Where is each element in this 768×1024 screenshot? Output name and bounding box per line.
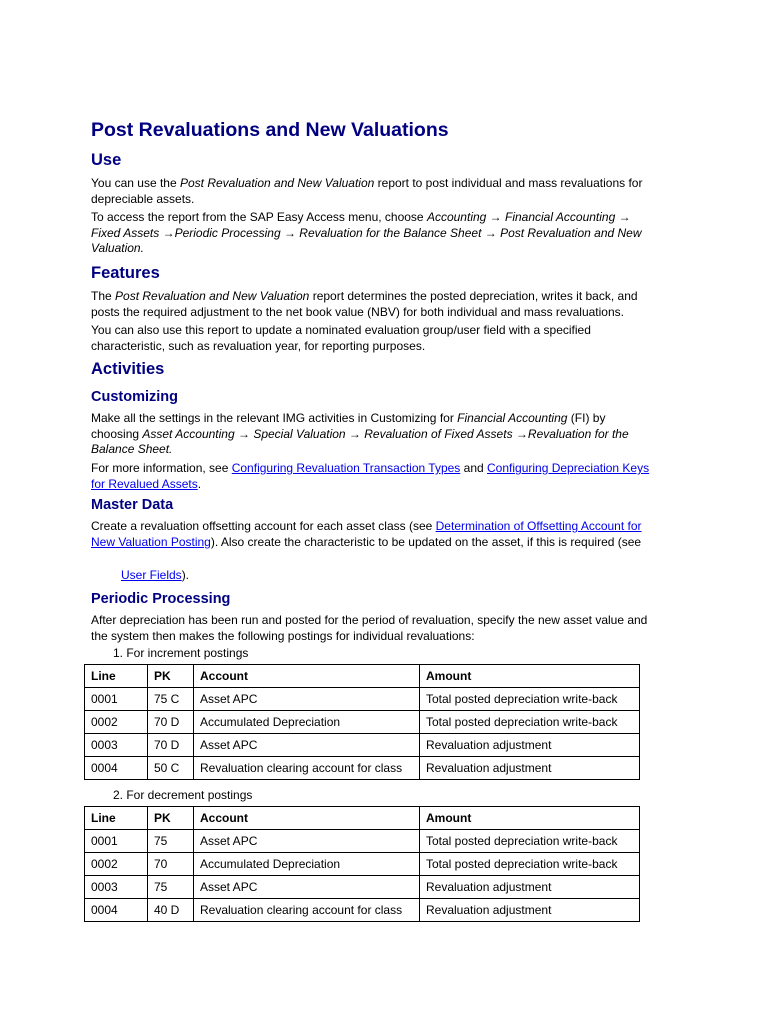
text-run: After depreciation has been run and posted for the period of revaluation, specify the new asset value and: [91, 613, 648, 627]
subsection-heading-customizing: Customizing: [91, 389, 178, 405]
table-row: [85, 757, 640, 780]
menu-path: Balance Sheet.: [91, 442, 173, 456]
cell-account: Revaluation clearing account for class: [194, 899, 420, 922]
report-name: Post Revaluation and New Valuation: [179, 176, 375, 190]
column-header-line: Line: [85, 807, 148, 830]
cell-line: 0002: [85, 711, 148, 734]
text-run: depreciable assets.: [91, 191, 195, 206]
use-paragraph-2: [91, 210, 691, 257]
increment-postings-table: [84, 664, 640, 780]
cell-amount: Revaluation adjustment: [420, 734, 640, 757]
cell-pk: 75: [148, 876, 194, 899]
menu-path: Fixed Assets →Periodic Processing → Revaluation for the Balance Sheet → Post Revaluation and New: [91, 225, 642, 240]
menu-path: Asset Accounting → Special Valuation → Revaluation of Fixed Assets →Revaluation for the: [142, 426, 629, 441]
cell-line: 0001: [85, 688, 148, 711]
column-header-account: Account: [194, 665, 420, 688]
link-configuring-depreciation-keys-cont[interactable]: for Revalued Assets: [91, 476, 198, 491]
text-run: choosing: [91, 426, 143, 441]
column-header-pk: PK: [148, 665, 194, 688]
cell-account: Asset APC: [194, 830, 420, 853]
table-row: [85, 899, 640, 922]
link-determination-of-offsetting-account-cont[interactable]: New Valuation Posting: [91, 534, 211, 549]
table-row: [85, 853, 640, 876]
table-row: [85, 876, 640, 899]
menu-path: Accounting → Financial Accounting →: [426, 210, 631, 224]
menu-path: Valuation.: [91, 241, 144, 255]
cell-amount: Total posted depreciation write-back: [420, 711, 640, 734]
cell-amount: Revaluation adjustment: [420, 757, 640, 780]
text-run: report to post individual and mass revaluations for: [374, 176, 643, 190]
column-header-line: Line: [85, 665, 148, 688]
features-paragraph-2: [91, 323, 691, 354]
column-header-pk: PK: [148, 807, 194, 830]
section-heading-use: Use: [91, 151, 122, 169]
master-data-paragraph-tail: [121, 568, 721, 584]
table-row: [85, 734, 640, 757]
text-run: the system then makes the following postings for individual revaluations:: [91, 628, 475, 643]
text-run: Make all the settings in the relevant IMG activities in Customizing for: [91, 411, 458, 425]
text-run: characteristic, such as revaluation year, for reporting purposes.: [91, 338, 426, 353]
cell-line: 0004: [85, 899, 148, 922]
features-paragraph-1: [91, 289, 691, 320]
cell-pk: 70 D: [148, 734, 194, 757]
report-name: Post Revaluation and New Valuation: [115, 289, 310, 303]
text-run: report determines the posted depreciation, writes it back, and: [309, 289, 638, 303]
list-item-decrement-postings: 2. For decrement postings: [113, 788, 253, 802]
cell-line: 0003: [85, 734, 148, 757]
text-run: For more information, see: [91, 461, 232, 475]
cell-amount: Total posted depreciation write-back: [420, 853, 640, 876]
decrement-postings-table: [84, 806, 640, 922]
link-configuring-depreciation-keys[interactable]: Configuring Depreciation Keys: [487, 461, 650, 475]
periodic-paragraph: [91, 613, 691, 644]
component-name: Financial Accounting: [457, 411, 568, 425]
text-run: posts the required adjustment to the net book value (NBV) for both individual and mass revaluations.: [91, 304, 624, 319]
cell-account: Asset APC: [194, 876, 420, 899]
cell-account: Asset APC: [194, 734, 420, 757]
text-run: The: [91, 289, 116, 303]
table-header-row: [85, 665, 640, 688]
page-title: Post Revaluations and New Valuations: [91, 119, 449, 141]
table-row: [85, 688, 640, 711]
section-heading-features: Features: [91, 264, 160, 282]
cell-account: Revaluation clearing account for class: [194, 757, 420, 780]
text-run: (FI) by: [567, 411, 606, 425]
cell-line: 0001: [85, 830, 148, 853]
text-run: and: [460, 461, 488, 475]
subsection-heading-periodic-processing: Periodic Processing: [91, 591, 231, 607]
cell-pk: 70 D: [148, 711, 194, 734]
cell-pk: 70: [148, 853, 194, 876]
text-run: You can also use this report to update a nominated evaluation group/user field with a specified: [91, 323, 591, 337]
list-item-increment-postings: 1. For increment postings: [113, 646, 249, 660]
table-row: [85, 830, 640, 853]
cell-amount: Total posted depreciation write-back: [420, 830, 640, 853]
cell-account: Accumulated Depreciation: [194, 711, 420, 734]
use-paragraph-1: [91, 176, 691, 207]
text-run: Create a revaluation offsetting account for each asset class (see: [91, 519, 436, 533]
subsection-heading-master-data: Master Data: [91, 497, 174, 513]
customizing-paragraph-1: [91, 411, 691, 458]
customizing-paragraph-2: [91, 461, 691, 492]
text-run: ). Also create the characteristic to be updated on the asset, if this is required (see: [210, 534, 642, 549]
cell-pk: 75: [148, 830, 194, 853]
column-header-amount: Amount: [420, 665, 640, 688]
cell-pk: 75 C: [148, 688, 194, 711]
master-data-paragraph: [91, 519, 691, 550]
table-row: [85, 711, 640, 734]
cell-account: Asset APC: [194, 688, 420, 711]
link-configuring-revaluation-transaction-types[interactable]: Configuring Revaluation Transaction Types: [231, 461, 461, 475]
cell-amount: Revaluation adjustment: [420, 899, 640, 922]
text-run: You can use the: [91, 176, 180, 190]
cell-amount: Total posted depreciation write-back: [420, 688, 640, 711]
cell-account: Accumulated Depreciation: [194, 853, 420, 876]
cell-line: 0003: [85, 876, 148, 899]
text-run: ).: [181, 568, 190, 582]
cell-pk: 50 C: [148, 757, 194, 780]
text-run: .: [197, 476, 202, 491]
column-header-account: Account: [194, 807, 420, 830]
text-run: To access the report from the SAP Easy Access menu, choose: [91, 210, 427, 224]
cell-amount: Revaluation adjustment: [420, 876, 640, 899]
cell-line: 0002: [85, 853, 148, 876]
cell-line: 0004: [85, 757, 148, 780]
link-user-fields[interactable]: User Fields: [121, 568, 182, 582]
link-determination-of-offsetting-account[interactable]: Determination of Offsetting Account for: [435, 519, 642, 533]
section-heading-activities: Activities: [91, 360, 165, 378]
cell-pk: 40 D: [148, 899, 194, 922]
table-header-row: [85, 807, 640, 830]
column-header-amount: Amount: [420, 807, 640, 830]
